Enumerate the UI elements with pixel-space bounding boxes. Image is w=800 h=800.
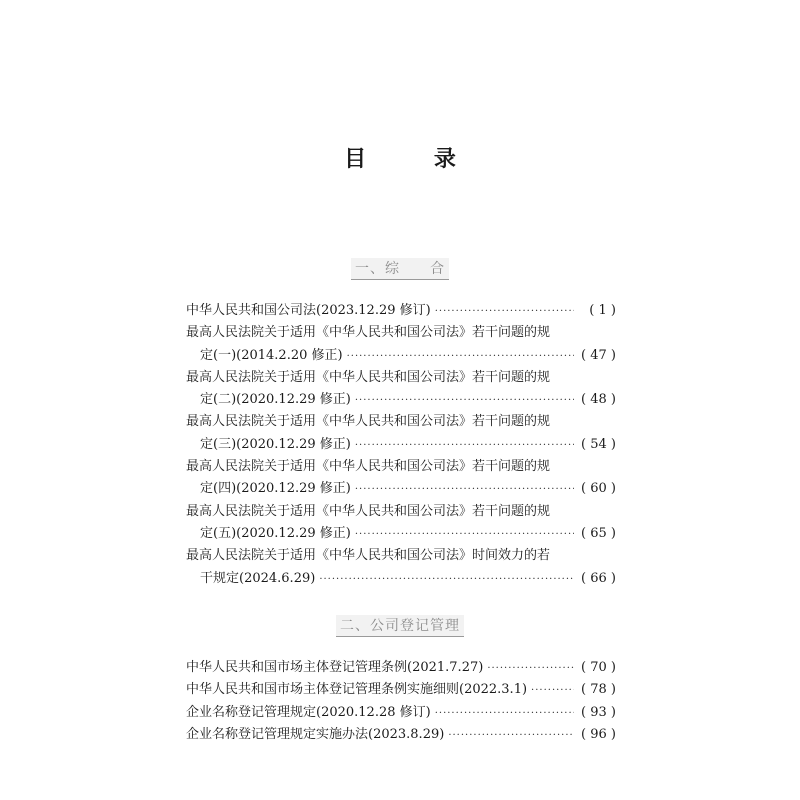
toc-page-number: ( 70 ): [578, 660, 616, 675]
toc-entry-continuation[interactable]: [186, 388, 616, 410]
toc-page-number: ( 47 ): [578, 348, 616, 363]
toc-entry-title: 最高人民法院关于适用《中华人民共和国公司法》若干问题的规: [186, 369, 551, 385]
toc-page-number: ( 60 ): [578, 481, 616, 496]
toc-leader-dots: [531, 685, 574, 696]
toc-entry[interactable]: [186, 701, 616, 723]
toc-page-number: ( 93 ): [578, 705, 616, 720]
toc-leader-dots: [435, 708, 574, 719]
toc-entry-title: 最高人民法院关于适用《中华人民共和国公司法》时间效力的若: [186, 548, 551, 564]
section-heading-general: [0, 258, 800, 280]
section-heading-label: 二、公司登记管理: [336, 615, 464, 637]
toc-entry-title: 企业名称登记管理规定实施办法(2023.8.29): [186, 726, 445, 742]
toc-entry-title: 最高人民法院关于适用《中华人民共和国公司法》若干问题的规: [186, 414, 551, 430]
section-heading-label: 一、综 合: [351, 258, 449, 280]
toc-entry[interactable]: [186, 500, 616, 522]
toc-entry[interactable]: [186, 455, 616, 477]
toc-entry-title: 中华人民共和国市场主体登记管理条例实施细则(2022.3.1): [186, 682, 528, 698]
toc-entry-continuation[interactable]: [186, 344, 616, 366]
toc-entry-continuation[interactable]: [186, 522, 616, 544]
toc-list-general: [186, 299, 616, 589]
toc-page-number: ( 1 ): [578, 303, 616, 318]
toc-entry[interactable]: [186, 544, 616, 566]
toc-leader-dots: [355, 395, 574, 406]
toc-entry[interactable]: [186, 321, 616, 343]
toc-entry-title: 企业名称登记管理规定(2020.12.28 修订): [186, 704, 431, 720]
toc-entry-title: 最高人民法院关于适用《中华人民共和国公司法》若干问题的规: [186, 503, 551, 519]
toc-page-number: ( 78 ): [578, 682, 616, 697]
toc-leader-dots: [355, 529, 574, 540]
toc-entry[interactable]: [186, 410, 616, 432]
toc-leader-dots: [347, 351, 574, 362]
toc-entry-title: 中华人民共和国公司法(2023.12.29 修订): [186, 303, 431, 318]
toc-entry-title: 定(一)(2014.2.20 修正): [200, 347, 343, 363]
toc-entry-title: 定(三)(2020.12.29 修正): [200, 436, 351, 452]
toc-entry[interactable]: [186, 366, 616, 388]
toc-entry-title: 干规定(2024.6.29): [200, 570, 316, 586]
toc-entry-title: 定(五)(2020.12.29 修正): [200, 525, 351, 541]
toc-entry-continuation[interactable]: [186, 567, 616, 589]
toc-entry[interactable]: [186, 723, 616, 745]
toc-page-number: ( 48 ): [578, 392, 616, 407]
toc-page-number: ( 54 ): [578, 437, 616, 452]
toc-entry-title: 中华人民共和国市场主体登记管理条例(2021.7.27): [186, 660, 484, 675]
toc-leader-dots: [355, 440, 574, 451]
toc-entry[interactable]: [186, 299, 616, 321]
toc-entry-continuation[interactable]: [186, 477, 616, 499]
toc-page-number: ( 96 ): [578, 727, 616, 742]
toc-leader-dots: [435, 306, 574, 317]
toc-entry-title: 定(四)(2020.12.29 修正): [200, 481, 351, 497]
toc-entry-title: 定(二)(2020.12.29 修正): [200, 392, 351, 408]
toc-entry-continuation[interactable]: [186, 433, 616, 455]
toc-entry[interactable]: [186, 656, 616, 678]
toc-entry-title: 最高人民法院关于适用《中华人民共和国公司法》若干问题的规: [186, 459, 551, 475]
toc-leader-dots: [355, 484, 574, 495]
toc-entry-title: 最高人民法院关于适用《中华人民共和国公司法》若干问题的规: [186, 325, 551, 341]
page-title: 目 录: [344, 146, 486, 172]
toc-list-registration: [186, 656, 616, 745]
toc-page-number: ( 66 ): [578, 571, 616, 586]
toc-page-number: ( 65 ): [578, 526, 616, 541]
toc-leader-dots: [448, 730, 574, 741]
toc-leader-dots: [487, 663, 574, 674]
toc-leader-dots: [319, 574, 574, 585]
section-heading-registration: [0, 615, 800, 637]
toc-entry[interactable]: [186, 678, 616, 700]
